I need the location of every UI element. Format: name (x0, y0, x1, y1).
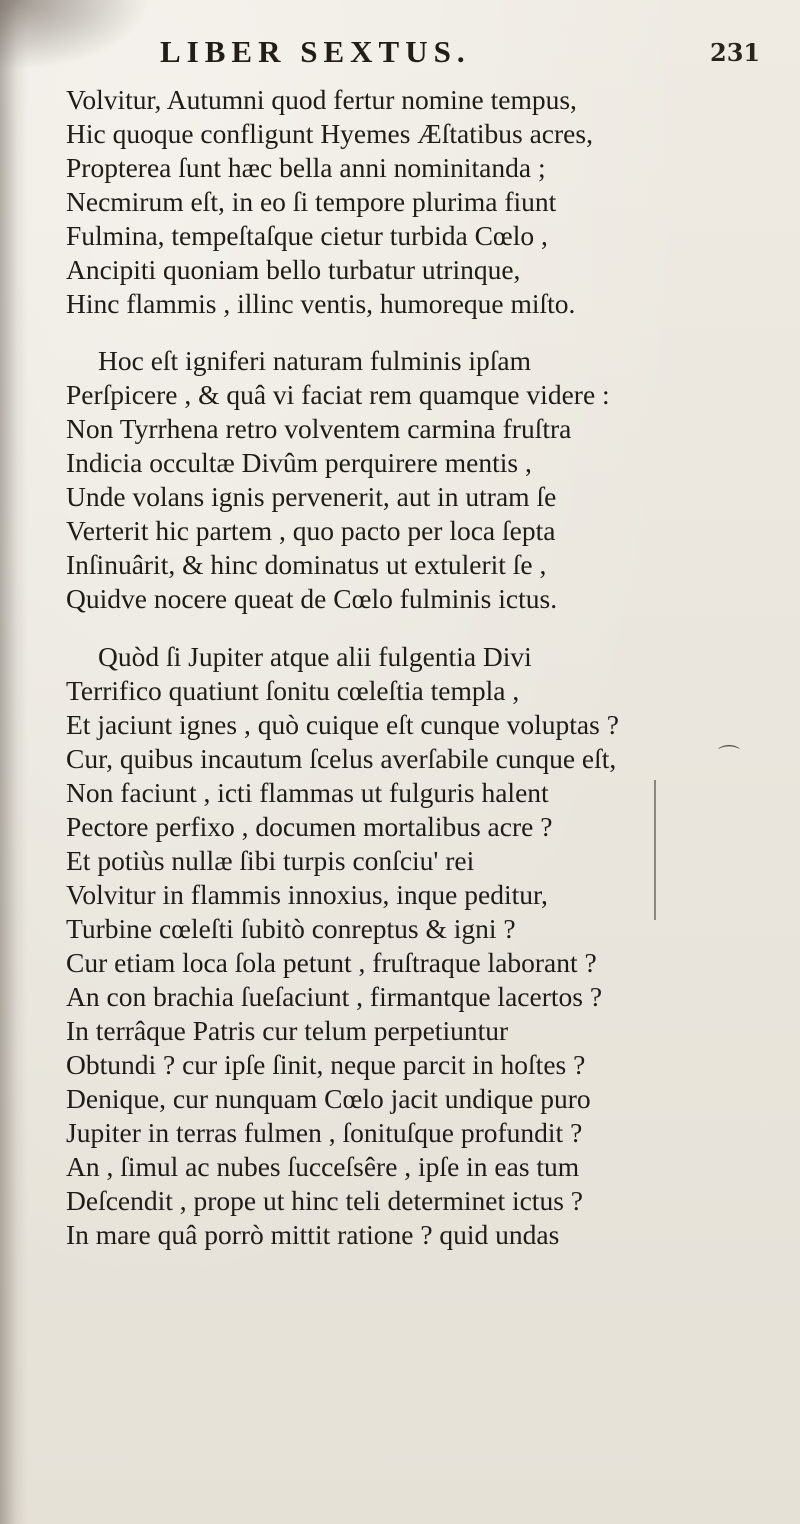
verse-line: An con brachia ſueſaciunt , firmantque lacertos ? (66, 981, 603, 1012)
verse-line: Verterit hic partem , quo pacto per loca ſepta (66, 515, 556, 546)
verse-line: Terrifico quatiunt ſonitu cœleſtia templa , (66, 675, 520, 706)
verse-line: Quidve nocere queat de Cœlo fulminis ictus. (66, 583, 558, 614)
verse-line: Hoc eſt igniferi naturam fulminis ipſam (98, 345, 532, 376)
verse-line: Hic quoque confligunt Hyemes Æſtatibus acres, (66, 118, 593, 149)
pencil-mark (654, 780, 656, 920)
verse-line: Denique, cur nunquam Cœlo jacit undique puro (66, 1083, 591, 1114)
verse-line: Cur etiam loca ſola petunt , fruſtraque laborant ? (66, 947, 597, 978)
verse-line: Volvitur in flammis innoxius, inque peditur, (66, 879, 548, 910)
verse-line: Hinc flammis , illinc ventis, humoreque miſto. (66, 288, 576, 319)
verse-line: Necmirum eſt, in eo ſi tempore plurima fiunt (66, 186, 557, 217)
verse-line: Indicia occultæ Divûm perquirere mentis , (66, 447, 532, 478)
verse-line: Obtundi ? cur ipſe ſinit, neque parcit in hoſtes ? (66, 1049, 586, 1080)
verse-line: Inſinuârit, & hinc dominatus ut extulerit ſe , (66, 549, 547, 580)
page-number: 231 (710, 38, 761, 67)
verse-line: Deſcendit , prope ut hinc teli determinet ictus ? (66, 1185, 583, 1216)
verse-line: Volvitur, Autumni quod fertur nomine tempus, (66, 84, 577, 115)
verse-line: In terrâque Patris cur telum perpetiuntur (66, 1015, 509, 1046)
verse-line: In mare quâ porrò mittit ratione ? quid undas (66, 1219, 560, 1250)
verse-line: Turbine cœleſti ſubitò conreptus & igni ? (66, 913, 516, 944)
verse-line: Perſpicere , & quâ vi faciat rem quamque videre : (66, 379, 610, 410)
corner-stain (0, 0, 150, 70)
verse-line: Non faciunt , icti flammas ut fulguris halent (66, 777, 549, 808)
running-title: LIBER SEXTUS. (160, 34, 471, 69)
verse-line: An , ſimul ac nubes ſucceſsêre , ipſe in eas tum (66, 1151, 580, 1182)
verse-line: Et potiùs nullæ ſibi turpis conſciu' rei (66, 845, 475, 876)
verse-line: Non Tyrrhena retro volventem carmina fruſtra (66, 413, 572, 444)
verse-line: Fulmina, tempeſtaſque cietur turbida Cœlo , (66, 220, 548, 251)
verse-line: Jupiter in terras fulmen , ſonituſque profundit ? (66, 1117, 583, 1148)
binding-shadow (0, 0, 28, 1524)
verse-line: Propterea ſunt hæc bella anni nominitanda ; (66, 152, 546, 183)
verse-line: Quòd ſi Jupiter atque alii fulgentia Divi (98, 641, 532, 672)
verse-line: Et jaciunt ignes , quò cuique eſt cunque voluptas ? (66, 709, 619, 740)
verse-line: Ancipiti quoniam bello turbatur utrinque, (66, 254, 521, 285)
verse-line: Unde volans ignis pervenerit, aut in utram ſe (66, 481, 557, 512)
verse-line: Pectore perfixo , documen mortalibus acre ? (66, 811, 553, 842)
verse-line: Cur, quibus incautum ſcelus averſabile cunque eſt, (66, 743, 617, 774)
margin-dash-mark: ⌒ (718, 745, 741, 770)
